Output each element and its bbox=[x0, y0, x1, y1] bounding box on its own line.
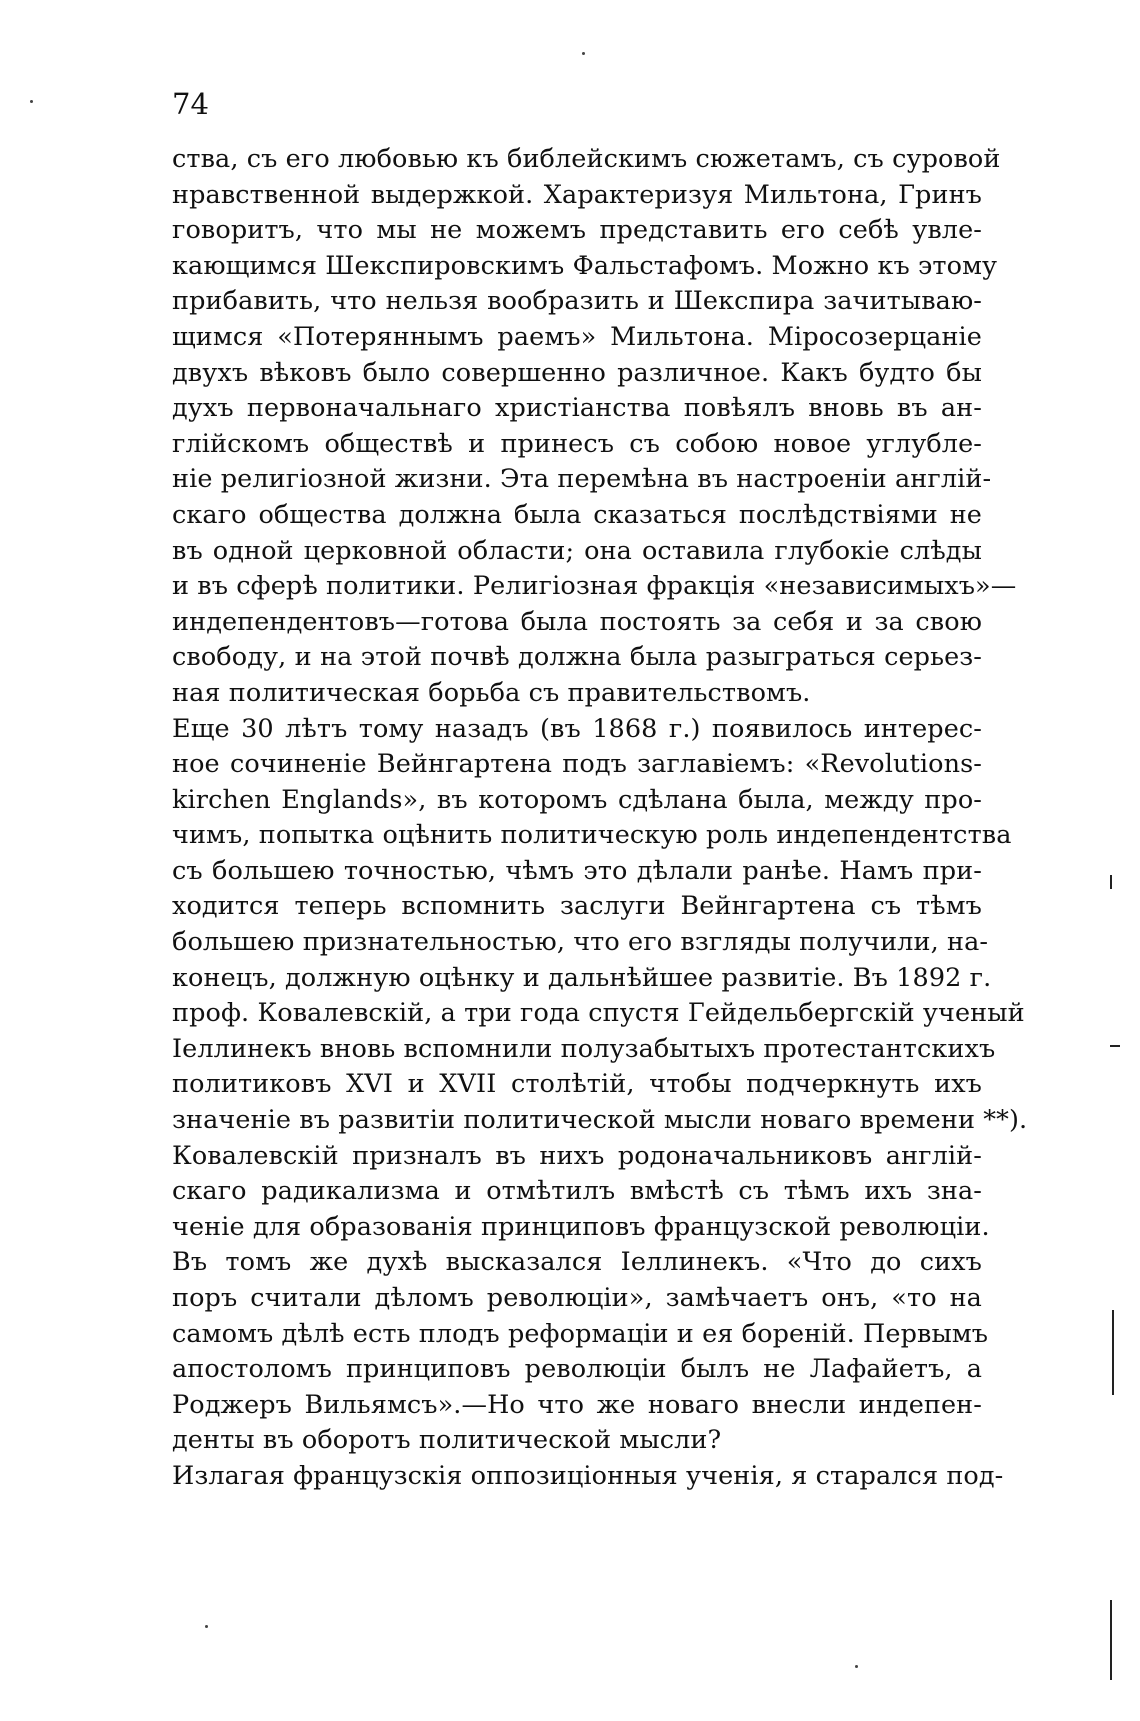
text-line: нравственной выдержкой. Характеризуя Мильтона, Гринъ bbox=[172, 179, 982, 210]
text-line: значеніе въ развитіи политической мысли новаго времени **). bbox=[172, 1105, 1028, 1136]
text-line: говоритъ, что мы не можемъ представить его себѣ увле- bbox=[172, 215, 982, 246]
scan-mark bbox=[1110, 1600, 1112, 1680]
text-line: денты въ оборотъ политической мысли? bbox=[172, 1425, 722, 1456]
text-line: духъ первоначальнаго христіанства повѣялъ вновь въ ан- bbox=[172, 393, 982, 424]
text-line: ченіе для образованія принциповъ французской революціи. bbox=[172, 1211, 990, 1242]
text-line: поръ считали дѣломъ революціи», замѣчаетъ онъ, «то на bbox=[172, 1283, 982, 1313]
text-line: Еще 30 лѣтъ тому назадъ (въ 1868 г.) появилось интерес- bbox=[172, 713, 982, 744]
scan-mark bbox=[1112, 1310, 1114, 1395]
text-line: Излагая французскія оппозиціонныя ученія, я старался под- bbox=[172, 1460, 1004, 1491]
text-line: двухъ вѣковъ было совершенно различное. Какъ будто бы bbox=[172, 357, 982, 388]
text-line: скаго общества должна была сказаться послѣдствіями не bbox=[172, 499, 982, 530]
text-line: и въ сферѣ политики. Религіозная фракція «независимыхъ»— bbox=[172, 571, 1017, 602]
text-line: въ одной церковной области; она оставила глубокіе слѣды bbox=[172, 535, 982, 566]
scan-mark bbox=[1110, 875, 1112, 889]
scan-dot bbox=[855, 1665, 858, 1668]
text-line: Роджеръ Вильямсъ».—Но что же новаго внесли индепен- bbox=[172, 1389, 982, 1420]
text-line: щимся «Потеряннымъ раемъ» Мильтона. Міросозерцаніе bbox=[172, 321, 982, 352]
text-line: ное сочиненіе Вейнгартена подъ заглавіемъ: «Revolutions- bbox=[172, 749, 982, 780]
text-line: съ большею точностью, чѣмъ это дѣлали ранѣе. Намъ при- bbox=[172, 855, 982, 886]
scan-dot bbox=[30, 100, 33, 103]
text-line: чимъ, попытка оцѣнить политическую роль индепендентства bbox=[172, 820, 1012, 851]
page-number: 74 bbox=[172, 87, 209, 121]
text-line: прибавить, что нельзя вообразить и Шекспира зачитываю- bbox=[172, 286, 982, 317]
text-line: глійскомъ обществѣ и принесъ съ собою новое углубле- bbox=[172, 428, 982, 459]
scan-dot bbox=[582, 52, 585, 55]
text-line: ная политическая борьба съ правительствомъ. bbox=[172, 677, 811, 708]
text-line: ства, съ его любовью къ библейскимъ сюжетамъ, съ суровой bbox=[172, 144, 1001, 174]
text-line: Іеллинекъ вновь вспомнили полузабытыхъ протестантскихъ bbox=[172, 1033, 996, 1064]
text-line: ніе религіозной жизни. Эта перемѣна въ настроеніи англій- bbox=[172, 464, 992, 495]
scan-mark bbox=[1110, 1045, 1120, 1047]
text-line: индепендентовъ—готова была постоять за себя и за свою bbox=[172, 606, 982, 637]
text-line: самомъ дѣлѣ есть плодъ реформаціи и ея бореній. Первымъ bbox=[172, 1318, 989, 1349]
text-line: кающимся Шекспировскимъ Фальстафомъ. Можно къ этому bbox=[172, 250, 998, 281]
text-line: большею признательностью, что его взгляды получили, на- bbox=[172, 927, 989, 958]
scan-dot bbox=[205, 1625, 208, 1628]
text-line: конецъ, должную оцѣнку и дальнѣйшее развитіе. Въ 1892 г. bbox=[172, 962, 992, 993]
text-line: kirchen Englands», въ которомъ сдѣлана была, между про- bbox=[172, 784, 982, 815]
text-line: ходится теперь вспомнить заслуги Вейнгартена съ тѣмъ bbox=[172, 891, 982, 922]
body-text bbox=[172, 142, 1028, 1495]
text-line: Ковалевскій призналъ въ нихъ родоначальниковъ англій- bbox=[172, 1140, 982, 1171]
text-line: скаго радикализма и отмѣтилъ вмѣстѣ съ тѣмъ ихъ зна- bbox=[172, 1176, 982, 1207]
text-line: проф. Ковалевскій, а три года спустя Гейдельбергскій ученый bbox=[172, 998, 1025, 1029]
text-line: апостоломъ принциповъ революціи былъ не Лафайетъ, а bbox=[172, 1354, 982, 1385]
text-line: политиковъ XVI и XVII столѣтій, чтобы подчеркнуть ихъ bbox=[172, 1069, 982, 1100]
text-line: свободу, и на этой почвѣ должна была разыграться серьез- bbox=[172, 642, 982, 673]
text-line: Въ томъ же духѣ высказался Іеллинекъ. «Что до сихъ bbox=[172, 1247, 982, 1278]
